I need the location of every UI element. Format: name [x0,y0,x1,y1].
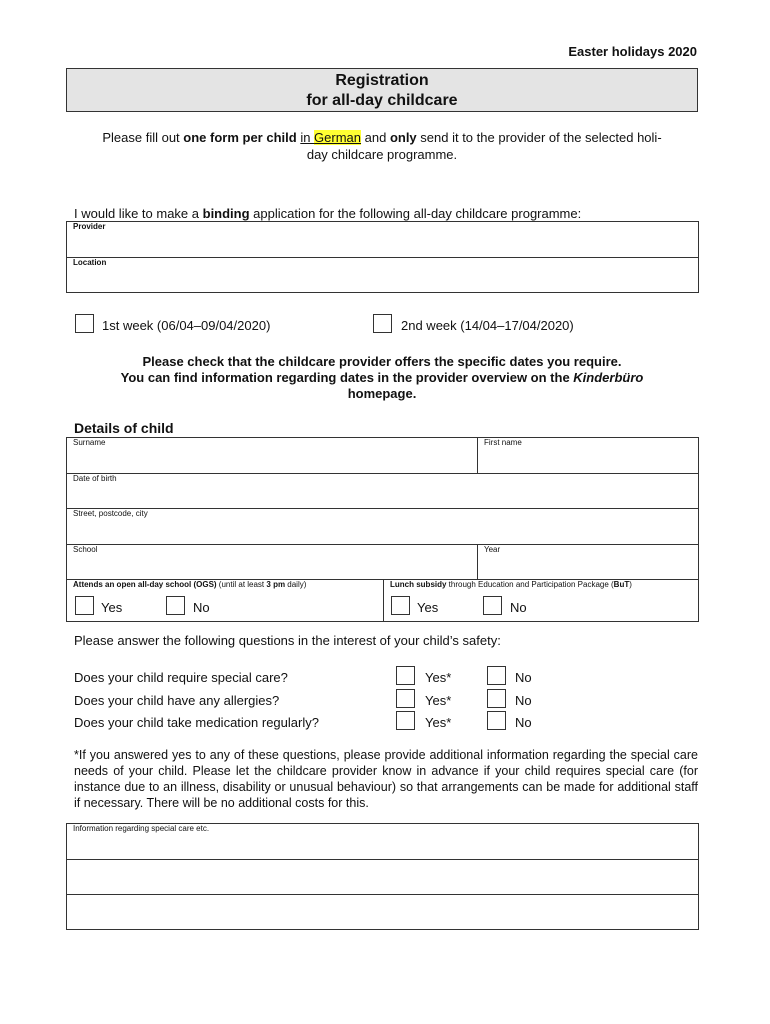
ogs-yes-checkbox[interactable] [75,596,94,615]
question-allergies: Does your child have any allergies? [74,693,280,708]
medication-yes-label: Yes* [425,715,452,730]
notice-line-2 [66,370,698,386]
surname-field[interactable] [67,438,478,474]
lunch-no-label: No [510,600,527,615]
dob-field[interactable] [67,474,699,509]
provider-field[interactable] [67,222,699,258]
notice-part: You can find information regarding dates in the provider overview on the [120,370,574,385]
allergies-no-checkbox[interactable] [487,689,506,708]
allergies-yes-label: Yes* [425,693,452,708]
notice-line-1: Please check that the childcare provider offers the specific dates you require. [142,354,622,369]
lunch-no-checkbox[interactable] [483,596,502,615]
kinderbuero-name: Kinderbüro [573,370,644,385]
location-label: Location [73,258,107,267]
intro-text [66,129,698,163]
school-label: School [73,545,98,554]
special-care-info-label: Information regarding special care etc. [73,824,210,833]
lunch-label: Lunch subsidy [390,580,447,589]
title-line-2: for all-day childcare [306,92,458,109]
week1-label: 1st week (06/04–09/04/2020) [102,318,271,333]
week2-label: 2nd week (14/04–17/04/2020) [401,318,574,333]
binding-part: application for the following all-day childcare programme: [249,206,582,221]
lunch-part: BuT [613,580,630,589]
school-field[interactable] [67,545,478,580]
street-field[interactable] [67,509,699,545]
binding-part: I would like to make a [74,206,203,221]
week1-checkbox[interactable] [75,314,94,333]
allergies-yes-checkbox[interactable] [396,689,415,708]
intro-part: and [361,130,390,145]
intro-part: Please fill out [102,130,184,145]
form-title [66,68,698,112]
binding-statement [74,206,581,221]
safety-intro: Please answer the following questions in the interest of your child’s safety: [74,633,501,648]
notice-line-3: homepage. [347,386,417,401]
special-care-yes-label: Yes* [425,670,452,685]
medication-no-label: No [515,715,532,730]
ogs-lunch-table [66,579,699,622]
intro-line-2: day childcare programme. [306,147,458,162]
year-label: Year [484,545,501,554]
ogs-part: daily) [285,580,307,589]
intro-part: send it to the provider of the selected holi- [416,130,662,145]
medication-yes-checkbox[interactable] [396,711,415,730]
intro-in: in [300,130,315,145]
year-field[interactable] [478,545,699,580]
medication-no-checkbox[interactable] [487,711,506,730]
first-name-field[interactable] [478,438,699,474]
lunch-yes-label: Yes [417,600,439,615]
surname-label: Surname [73,438,106,447]
ogs-part: (until at least [216,580,267,589]
section-title-child: Details of child [74,420,174,436]
ogs-yes-label: Yes [101,600,123,615]
ogs-part: 3 pm [266,580,286,589]
week2-checkbox[interactable] [373,314,392,333]
binding-emphasis: binding [202,206,250,221]
child-details-table [66,437,699,580]
first-name-label: First name [484,438,522,447]
intro-emphasis: one form per child [183,130,297,145]
provider-table [66,221,699,293]
ogs-no-checkbox[interactable] [166,596,185,615]
special-care-info-line-3[interactable] [67,895,699,930]
street-label: Street, postcode, city [73,509,148,518]
question-special-care: Does your child require special care? [74,670,288,685]
special-care-no-checkbox[interactable] [487,666,506,685]
location-field[interactable] [67,258,699,293]
allergies-no-label: No [515,693,532,708]
special-care-yes-checkbox[interactable] [396,666,415,685]
question-medication: Does your child take medication regularly? [74,715,319,730]
title-line-1: Registration [335,72,429,89]
season-label: Easter holidays 2020 [568,44,697,59]
special-care-info-field[interactable] [67,824,699,860]
special-care-info-table [66,823,699,930]
provider-label: Provider [73,222,106,231]
footnote-text: *If you answered yes to any of these questions, please provide additional information regarding the special care needs of your child. Please let the childcare provider know in advance if your child requires special care (for instance due to an illness, disability or unusual behaviour) so that arrangements can be made for additional staff if necessary. There will be no additional costs for this. [74,748,698,810]
special-care-info-line-2[interactable] [67,860,699,895]
lunch-yes-checkbox[interactable] [391,596,410,615]
intro-german-highlight: German [314,130,362,145]
intro-emphasis: only [389,130,417,145]
ogs-label: Attends an open all-day school (OGS) [73,580,217,589]
special-care-no-label: No [515,670,532,685]
dates-notice [66,354,698,402]
lunch-part: ) [629,580,632,589]
lunch-part: through Education and Participation Package ( [446,580,614,589]
dob-label: Date of birth [73,474,117,483]
ogs-no-label: No [193,600,210,615]
